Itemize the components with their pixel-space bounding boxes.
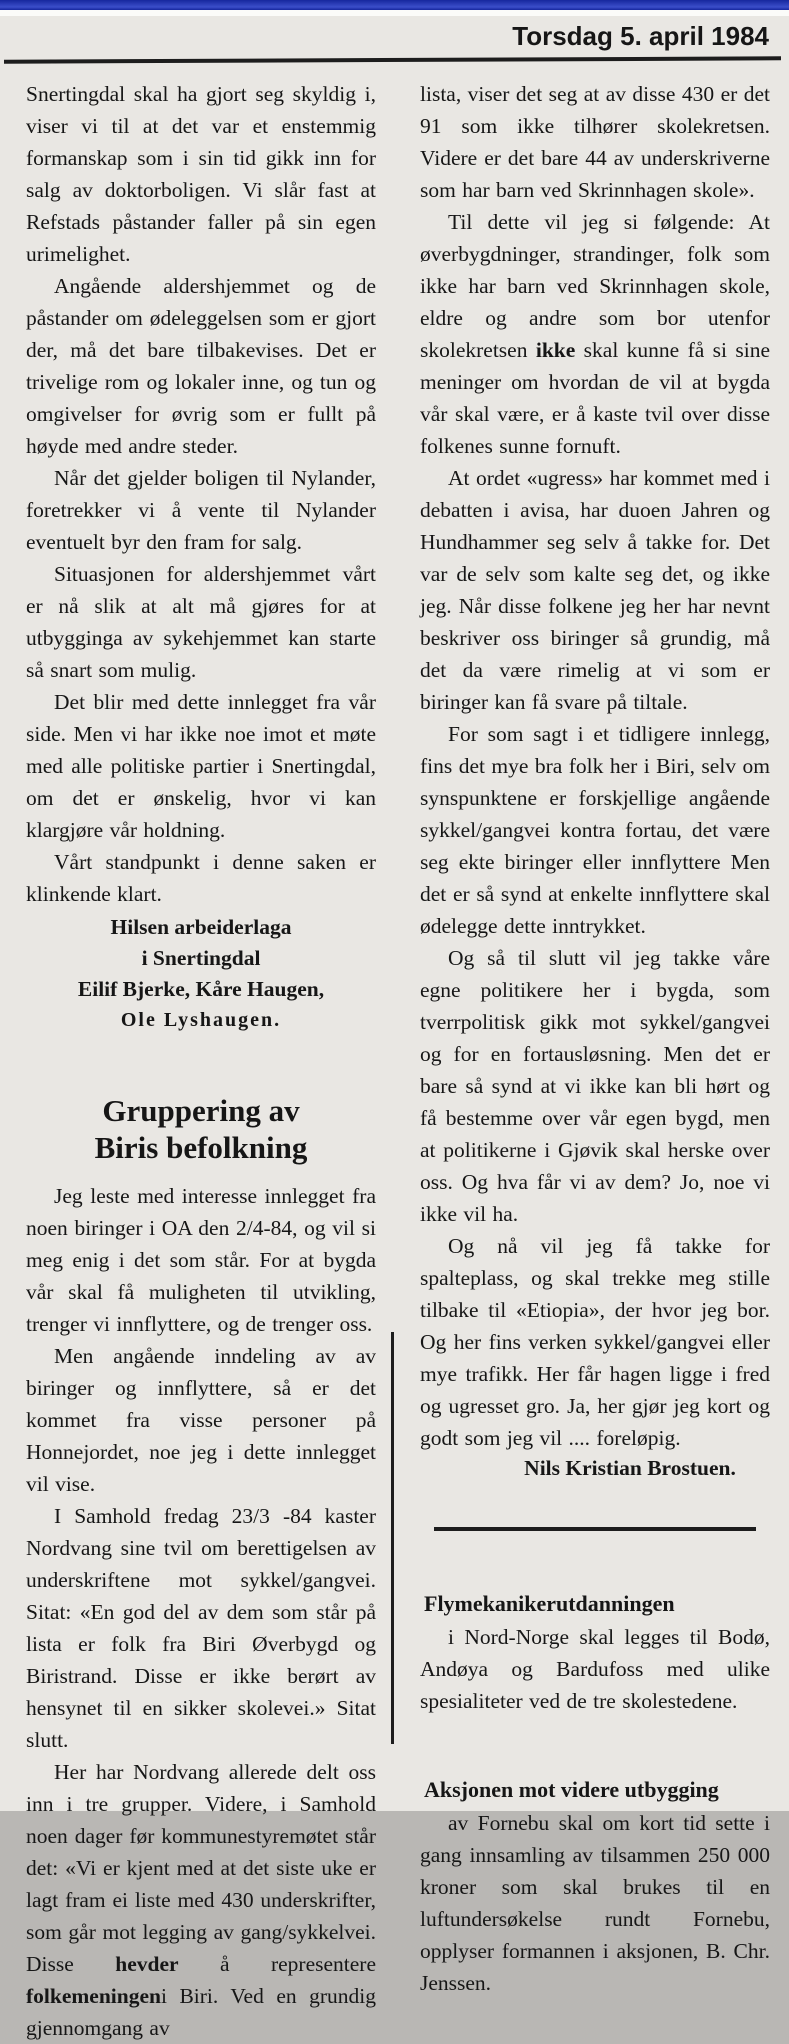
paragraph: At ordet «ugress» har kommet med i debatten i avisa, har duoen Jahren og Hundhammer seg selv å takke for. Det var de selv som kalte seg det, og ikke jeg. Når disse folkene jeg her har nevnt beskriver oss biringer så grundig, må det da være rimelig at vi som er biringer kan få svare på tiltale.	[420, 466, 770, 714]
paragraph	[420, 206, 770, 462]
paragraph: Jeg leste med interesse innlegget fra noen biringer i OA den 2/4-84, og vil si meg enig i det som står. For at bygda vår skal få muligheten til utvikling, trenger vi innflyttere, og de trenger oss.	[26, 1184, 376, 1336]
signature-line: i Snertingdal	[141, 946, 261, 970]
signature-line: Eilif Bjerke, Kåre Haugen,	[77, 977, 325, 1001]
article-headline	[26, 1092, 376, 1166]
paragraph: lista, viser det seg at av disse 430 er det 91 som ikke tilhører skolekretsen. Videre er det bare 44 av underskriverne som har barn ved Skrinnhagen skole».	[420, 82, 770, 202]
news-brief	[420, 1589, 770, 1717]
right-column	[420, 78, 770, 2044]
brief-heading: Aksjonen mot videre utbygging	[424, 1777, 719, 1802]
paragraph: Det blir med dette innlegget fra vår side. Men vi har ikke noe imot et møte med alle politiske partier i Snertingdal, om det er ønskelig, hvor vi kan klargjøre vår holdning.	[26, 690, 376, 842]
paragraph: I Samhold fredag 23/3 -84 kaster Nordvang sine tvil om berettigelsen av underskriftene mot sykkel/gangvei. Sitat: «En god del av dem som står på lista er folk fra Biri Øverbygd og Biristrand. Disse er ikke berørt av hensynet til en sikker skolevei.» Sitat slutt.	[26, 1504, 376, 1752]
brief-body: i Nord-Norge skal legges til Bodø, Andøya og Bardufoss med ulike spesialiteter ved de tre skolestedene.	[420, 1625, 770, 1713]
paragraph-text: å representere	[178, 1952, 377, 1976]
paragraph: Situasjonen for aldershjemmet vårt er nå slik at alt må gjøres for at utbygginga av sykehjemmet kan starte så snart som mulig.	[26, 562, 376, 682]
brief-body: av Fornebu skal om kort tid sette i gang innsamling av tilsammen 250 000 kroner som skal brukes til en luftundersøkelse rundt Fornebu, opplyser formannen i aksjonen, B. Chr. Jenssen.	[420, 1811, 770, 1995]
left-column	[26, 78, 376, 2044]
paragraph: Vårt standpunkt i denne saken er klinkende klart.	[26, 850, 376, 906]
paragraph: For som sagt i et tidligere innlegg, fins det mye bra folk her i Biri, selv om synspunktene er forskjellige angående sykkel/gangvei kontra fortau, det være seg ekte biringer eller innflyttere Men det er så synd at enkelte innflyttere skal ødelegge dette inntrykket.	[420, 722, 770, 938]
bold-word: hevder	[115, 1952, 179, 1976]
column-layout	[0, 62, 789, 2044]
article-signature	[26, 912, 376, 1036]
column-divider	[391, 1332, 394, 1744]
masthead-date: Torsdag 5. april 1984	[512, 21, 769, 51]
paragraph-text: skal kunne få si sine meninger om hvordan de vil at bygda vår skal være, er å kaste tvil over disse folkenes sunne fornuft.	[420, 338, 770, 458]
paragraph: Når det gjelder boligen til Nylander, foretrekker vi å vente til Nylander eventuelt byr den fram for salg.	[26, 466, 376, 554]
section-divider-rule	[434, 1527, 756, 1531]
signature-line: Ole Lyshaugen.	[120, 1009, 282, 1031]
headline-line: Gruppering av	[102, 1093, 300, 1128]
paragraph	[26, 1756, 376, 2044]
paragraph: Og så til slutt vil jeg takke våre egne politikere her i bygda, som tverrpolitisk gikk mot sykkel/gangvei og for en fortausløsning. Men det er bare så synd at vi ikke kan bli hørt og få bestemme over vår egen bygd, men at politikerne i Gjøvik skal herske over oss. Og hva får vi av dem? Jo, noe vi ikke vil ha.	[420, 946, 770, 1226]
bold-word: folkemeningen	[26, 1984, 161, 2008]
paragraph-text: i Biri. Ved en grundig gjennomgang av	[26, 1984, 376, 2040]
brief-heading: Flymekanikerutdanningen	[424, 1591, 675, 1616]
paragraph-text: Her har Nordvang allerede delt oss inn i tre grupper. Videre, i Samhold noen dager før kommunestyremøtet står det: «Vi er kjent med at det siste uke er lagt fram ei liste med 430 underskrifter, som går mot legging av gang/sykkelvei. Disse	[26, 1760, 376, 1976]
paragraph: Men angående inndeling av av biringer og innflyttere, så er det kommet fra visse personer på Honnejordet, noe jeg i dette innlegget vil vise.	[26, 1344, 376, 1496]
paragraph: Og nå vil jeg få takke for spalteplass, og skal trekke meg stille tilbake til «Etiopia», der hvor jeg bor. Og her fins verken sykkel/gangvei eller mye trafikk. Her får hagen ligge i fred og ugresset gro. Ja, her gjør jeg kort og godt som jeg vil .... foreløpig.	[420, 1234, 770, 1450]
bold-word: ikke	[535, 338, 576, 362]
paragraph-text: Til dette vil jeg si følgende: At øverbygdninger, strandinger, folk som ikke har barn ved Skrinnhagen skole, eldre og andre som bor utenfor skolekretsen	[420, 210, 770, 362]
letter-signature: Nils Kristian Brostuen.	[524, 1456, 736, 1480]
news-brief	[420, 1775, 770, 1999]
top-blue-bar	[0, 0, 789, 10]
headline-line: Biris befolkning	[94, 1130, 308, 1165]
signature-line: Hilsen arbeiderlaga	[110, 915, 292, 939]
paragraph: Snertingdal skal ha gjort seg skyldig i, viser vi til at det var et enstemmig formanskap som i sin tid gikk inn for salg av doktorboligen. Vi slår fast at Refstads påstander faller på sin egen urimelighet.	[26, 82, 376, 266]
paragraph: Angående aldershjemmet og de påstander om ødeleggelsen som er gjort der, må det bare tilbakevises. Det er trivelige rom og lokaler inne, og tun og omgivelser for øvrig som er fullt på høyde med andre steder.	[26, 274, 376, 458]
